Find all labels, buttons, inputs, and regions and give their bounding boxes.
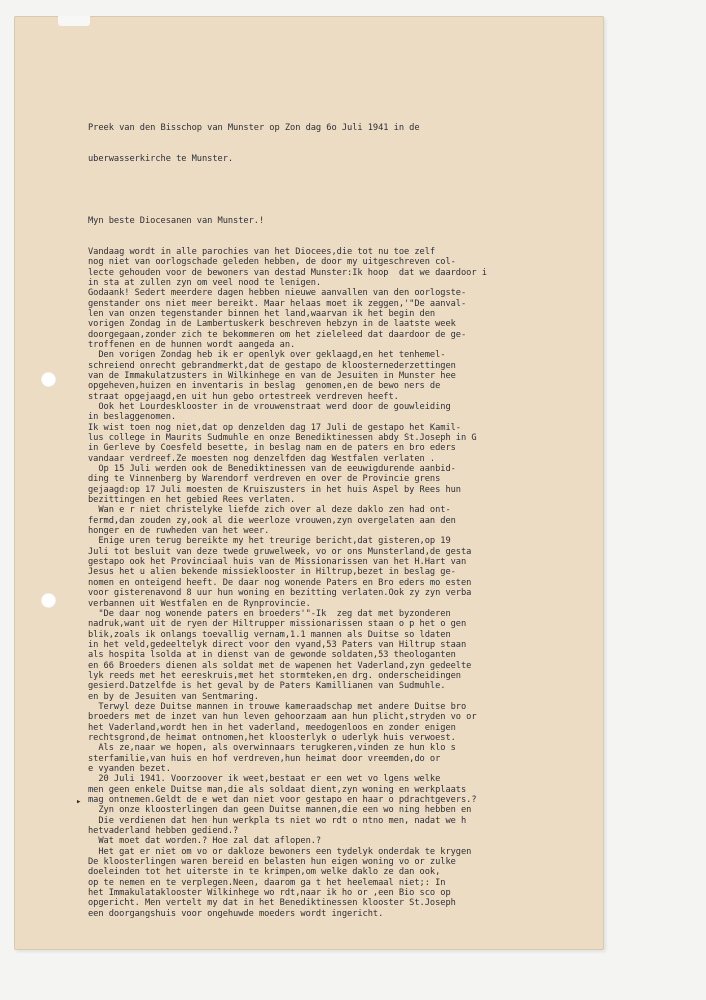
body-line: doorgegaan,zonder zich te bekommeren om het zieleleed dat daardoor de ge- — [88, 329, 467, 340]
body-line: Vandaag wordt in alle parochies van het Diocees,die tot nu toe zelf — [88, 246, 436, 257]
body-line: broeders met de inzet van hun leven gehoorzaam aan hun plicht,stryden vo or — [88, 712, 477, 723]
body-line: opgeheven,huizen en inventaris in beslag genomen,en de bewo ners de — [88, 381, 441, 392]
body-line: lus college in Maurits Sudmuhle en onze Benediktinessen abdy St.Joseph in G — [88, 433, 477, 443]
body-line: Ook het Lourdesklooster in de vrouwenstraat werd door de gouwleiding — [88, 401, 451, 412]
body-line: Het gat er niet om vo or dakloze bewoners een tydelyk onderdak te krygen — [88, 846, 472, 857]
body-line: 20 Juli 1941. Voorzoover ik weet,bestaat er een wet vo lgens welke — [88, 774, 441, 785]
body-line: gesierd.Datzelfde is het geval by de Paters Kamillianen van Sudmuhle. — [88, 681, 446, 692]
body-line: De kloosterlingen waren bereid en belasten hun eigen woning vo or zulke — [88, 857, 456, 868]
typed-text — [88, 102, 600, 930]
body-line: het Vaderland,wordt hen in het vaderland, meedogenloos en zonder enigen — [88, 722, 456, 733]
body-line: schreiend onrecht gebrandmerkt,dat de gestapo de kloosternederzettingen — [88, 360, 456, 371]
body-line: lyk reeds met het eereskruis,met het stormteken,en drg. onderscheidingen — [88, 670, 461, 681]
sermon-body — [88, 247, 600, 919]
body-line: Godaank! Sedert meerdere dagen hebben nieuwe aanvallen van den oorlogste- — [88, 288, 467, 299]
body-line: gejaagd:op 17 Juli moesten de Kruiszusters in het huis Aspel by Rees hun — [88, 484, 461, 495]
body-line: Terwyl deze Duitse mannen in trouwe kameraadschap met andere Duitse bro — [88, 701, 467, 712]
body-line: len van onzen tegenstander binnen het land,waarvan ik het begin den — [88, 308, 436, 319]
body-line: Jesus het u alien bekende missieklooster in Hiltrup,bezet in beslag ge- — [88, 567, 456, 578]
body-line: Ik wist toen nog niet,dat op denzelden dag 17 Juli de gestapo het Kamil- — [88, 422, 461, 433]
body-line: Wat moet dat worden.? Hoe zal dat aflopen.? — [88, 836, 322, 847]
body-line: "De daar nog wonende paters en broeders'"-Ik zeg dat met byzonderen — [88, 608, 451, 619]
punch-hole-bottom — [41, 593, 56, 608]
torn-corner — [58, 16, 90, 26]
body-line: het Immakulataklooster Wilkinhege wo rdt,naar ik ho or ,een Bio sco op — [88, 888, 451, 899]
salutation: Myn beste Diocesanen van Munster.! — [88, 215, 265, 226]
body-line: men geen enkele Duitse man,die als soldaat dient,zyn woning en werkplaats — [88, 784, 467, 795]
body-line: Zyn onze kloosterlingen dan geen Duitse mannen,die een wo ning hebben en — [88, 805, 472, 816]
body-line: straat opgejaagd,en uit hun gebo ortestreek verdreven heeft. — [88, 391, 399, 402]
body-line: blik,zoals ik onlangs toevallig vernam,1.1 mannen als Duitse so ldaten — [88, 629, 451, 640]
body-line: gestapo ook het Provinciaal huis van de Missionarissen van het H.Hart van — [88, 557, 467, 568]
body-line: Enige uren terug bereikte my het treurige bericht,dat gisteren,op 19 — [88, 536, 451, 547]
body-line: en by de Jesuiten van Sentmaring. — [88, 691, 259, 702]
body-line: vandaar verdreef.Ze moesten nog denzelfden dag Westfalen verlaten . — [88, 453, 436, 464]
body-line: in het veld,gedeeltelyk direct voor den vyand,53 Paters van Hiltrup staan — [88, 639, 467, 650]
body-line: voor gisterenavond 8 uur hun woning en bezitting verlaten.Ook zy zyn verba — [88, 588, 472, 599]
body-line: bezittingen en het gebied Rees verlaten. — [88, 495, 296, 506]
body-line: op te nemen en te verplegen.Neen, daarom ga t het heelemaal niet;: In — [88, 877, 446, 888]
body-line: mag ontnemen.Geldt de e wet dan niet voor gestapo en haar o pdrachtgevers.? — [88, 795, 477, 806]
body-line: hetvaderland hebben gediend.? — [88, 826, 239, 837]
body-line: Wan e r niet christelyke liefde zich over al deze daklo zen had ont- — [88, 505, 451, 516]
body-line: Den vorigen Zondag heb ik er openlyk over geklaagd,en het tenhemel- — [88, 350, 446, 361]
body-line: Op 15 Juli werden ook de Benediktinessen van de eeuwigdurende aanbid- — [88, 464, 456, 475]
body-line: opgericht. Men vertelt my dat in het Benediktinessen klooster St.Joseph — [88, 898, 456, 909]
title-line-2: uberwasserkirche te Munster. — [88, 153, 234, 164]
body-line: verbannen uit Westfalen en de Rynprovincie. — [88, 598, 311, 609]
body-line: ding te Vinnenberg by Warendorf verdreven en over de Provincie grens — [88, 474, 441, 485]
body-line: Die verdienen dat hen hun werkpla ts niet wo rdt o ntno men, nadat we h — [88, 815, 467, 826]
body-line: Als ze,naar we hopen, als overwinnaars terugkeren,vinden ze hun klo s — [88, 743, 456, 754]
body-line: in beslaggenomen. — [88, 412, 177, 423]
body-line: Juli tot besluit van deze twede gruwelweek, vo or ons Munsterland,de gesta — [88, 546, 472, 557]
body-line: lecte gehouden voor de bewoners van destad Munster:Ik hoop dat we daardoor i — [88, 267, 487, 278]
title-line-1: Preek van den Bisschop van Munster op Zon dag 6o Juli 1941 in de — [88, 122, 420, 133]
body-line: een doorgangshuis voor ongehuwde moeders wordt ingericht. — [88, 908, 384, 919]
body-line: in Gerleve by Coesfeld besette, in beslag nam en de paters en bro eders — [88, 443, 456, 454]
body-line: fermd,dan zouden zy,ook al die weerloze vrouwen,zyn overgelaten aan den — [88, 515, 456, 526]
body-line: van de Immakulatzusters in Wilkinhege en van de Jesuiten in Munster hee — [88, 370, 456, 381]
margin-mark: ▸ — [76, 797, 82, 807]
body-line: e vyanden bezet. — [88, 764, 171, 774]
body-line: nomen en onteigend heeft. De daar nog wonende Paters en Bro eders mo esten — [88, 577, 472, 588]
body-line: als hospita lsolda at in dienst van de gewonde soldaten,53 theologanten — [88, 650, 456, 661]
body-line: honger en de ruwheden van het weer. — [88, 526, 270, 537]
body-line: genstander ons niet meer bereikt. Maar helaas moet ik zeggen,'"De aanval- — [88, 298, 467, 309]
body-line: doeleinden tot het uiterste in te krimpen,om welke daklo ze dan ook, — [88, 867, 441, 878]
body-line: nadruk,want uit de ryen der Hiltrupper missionarissen staan o p het o gen — [88, 619, 467, 630]
body-line: en 66 Broeders dienen als soldat met de wapenen het Vaderland,zyn gedeelte — [88, 660, 472, 671]
body-line: nog niet van oorlogschade geleden hebben, de door my uitgeschreven col- — [88, 257, 456, 268]
body-line: troffenen en de hunnen wordt aangeda an. — [88, 339, 296, 350]
body-line: rechtsgrond,de heimat ontnomen,het kloosterlyk o uderlyk huis verwoest. — [88, 732, 456, 743]
body-line: in sta at zullen zyn om veel nood te lenigen. — [88, 277, 322, 288]
body-line: vorigen Zondag in de Lambertuskerk beschreven hebzyn in de laatste week — [88, 319, 456, 330]
punch-hole-top — [41, 372, 56, 387]
body-line: sterfamilie,van huis en hof verdreven,hun heimat door vreemden,do or — [88, 753, 441, 764]
